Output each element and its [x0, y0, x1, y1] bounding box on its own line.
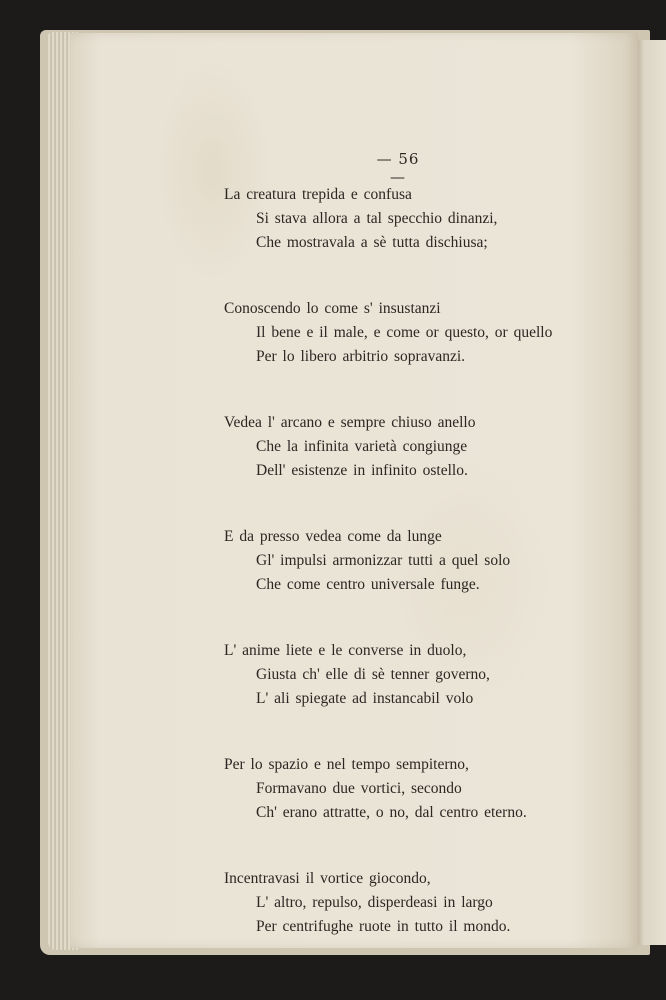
- verse-line: L' ali spiegate ad instancabil volo: [256, 690, 474, 707]
- verse-line: La creatura trepida e confusa: [224, 186, 412, 203]
- verse-line: Incentravasi il vortice giocondo,: [224, 870, 431, 887]
- verse-line: Ch' erano attratte, o no, dal centro eterno.: [256, 804, 527, 821]
- verse-line: Per lo libero arbitrio sopravanzi.: [256, 348, 466, 365]
- verse-line: Che la infinita varietà congiunge: [256, 438, 468, 455]
- poem-text: [224, 183, 624, 981]
- stanza: [224, 411, 624, 483]
- verse-line: L' altro, repulso, disperdeasi in largo: [256, 894, 493, 911]
- stanza: [224, 297, 624, 369]
- verse-line: Per centrifughe ruote in tutto il mondo.: [256, 918, 511, 935]
- verse-line: Dell' esistenze in infinito ostello.: [256, 462, 468, 479]
- verse-line: Giusta ch' elle di sè tenner governo,: [256, 666, 490, 683]
- facing-leaf: [636, 40, 666, 945]
- verse-line: L' anime liete e le converse in duolo,: [224, 642, 467, 659]
- stanza: [224, 183, 624, 255]
- page-number: — 56 —: [376, 150, 420, 186]
- verse-line: Che come centro universale funge.: [256, 576, 480, 593]
- stanza: [224, 753, 624, 825]
- verse-line: Per lo spazio e nel tempo sempiterno,: [224, 756, 469, 773]
- verse-line: Vedea l' arcano e sempre chiuso anello: [224, 414, 476, 431]
- stanza: [224, 525, 624, 597]
- verse-line: Che mostravala a sè tutta dischiusa;: [256, 234, 488, 251]
- verse-line: Formavano due vortici, secondo: [256, 780, 462, 797]
- verse-line: Il bene e il male, e come or questo, or quello: [256, 324, 553, 341]
- verse-line: Gl' impulsi armonizzar tutti a quel solo: [256, 552, 511, 569]
- stanza: [224, 639, 624, 711]
- stanza: [224, 867, 624, 939]
- verse-line: E da presso vedea come da lunge: [224, 528, 442, 545]
- verse-line: Conoscendo lo come s' insustanzi: [224, 300, 441, 317]
- verse-line: Si stava allora a tal specchio dinanzi,: [256, 210, 498, 227]
